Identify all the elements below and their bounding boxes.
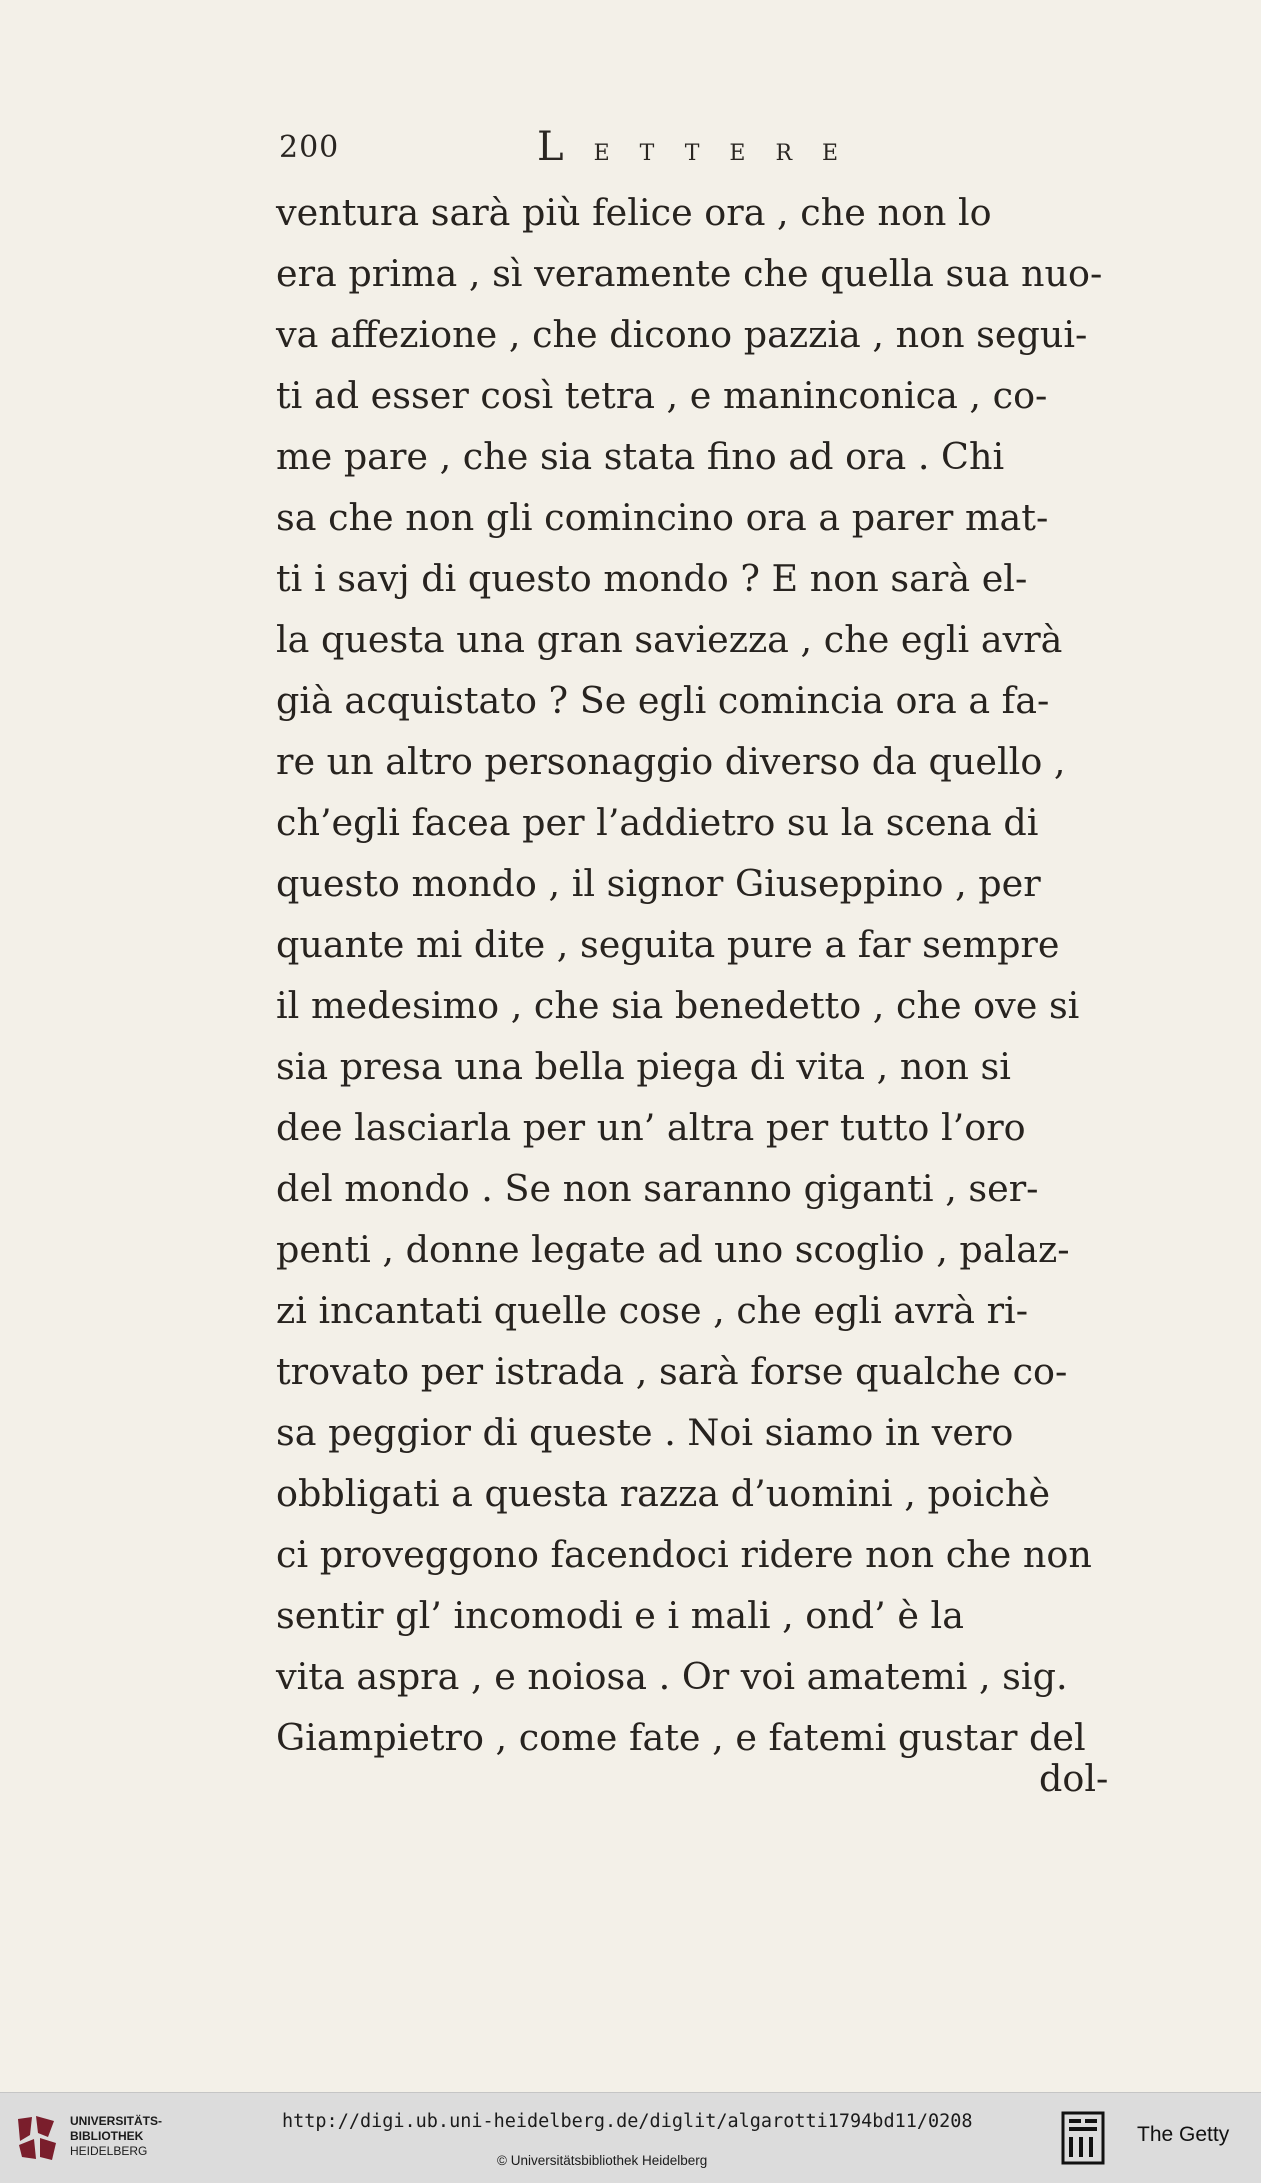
running-head-initial: L <box>537 124 594 170</box>
text-line: re un altro personaggio diverso da quello , <box>276 740 1066 783</box>
getty-name: The Getty <box>1137 2123 1230 2146</box>
catchword: dol- <box>1039 1757 1109 1800</box>
running-head-rest: ETTERE <box>593 141 869 166</box>
text-line: penti , donne legate ad uno scoglio , palaz- <box>276 1228 1070 1271</box>
text-line: era prima , sì veramente che quella sua nuo- <box>276 252 1103 295</box>
text-line: questo mondo , il signor Giuseppino , per <box>276 862 1041 905</box>
body-text <box>276 182 1176 1768</box>
page-header <box>279 124 939 174</box>
text-line: quante mi dite , seguita pure a far sempre <box>276 923 1060 966</box>
text-line: me pare , che sia stata fino ad ora . Chi <box>276 435 1005 478</box>
text-line: sa peggior di queste . Noi siamo in vero <box>276 1411 1014 1454</box>
text-line: il medesimo , che sia benedetto , che ove si <box>276 984 1080 1027</box>
text-line: del mondo . Se non saranno giganti , ser- <box>276 1167 1039 1210</box>
library-name <box>70 2114 162 2159</box>
text-line: ventura sarà più felice ora , che non lo <box>276 191 992 234</box>
permalink-url[interactable]: http://digi.ub.uni-heidelberg.de/diglit/algarotti1794bd11/0208 <box>282 2111 973 2132</box>
text-line: già acquistato ? Se egli comincia ora a fa- <box>276 679 1050 722</box>
text-line: trovato per istrada , sarà forse qualche co- <box>276 1350 1068 1393</box>
text-line: zi incantati quelle cose , che egli avrà ri- <box>276 1289 1029 1332</box>
text-line: va affezione , che dicono pazzia , non segui- <box>276 313 1088 356</box>
text-line: ci proveggono facendoci ridere non che non <box>276 1533 1092 1576</box>
copyright-notice: © Universitätsbibliothek Heidelberg <box>497 2153 708 2168</box>
text-line: sia presa una bella piega di vita , non si <box>276 1045 1011 1088</box>
text-line: vita aspra , e noiosa . Or voi amatemi , sig. <box>276 1655 1068 1698</box>
text-line: ch’egli facea per l’addietro su la scena di <box>276 801 1039 844</box>
library-name-line1: UNIVERSITÄTS- <box>70 2114 163 2128</box>
text-line: dee lasciarla per un’ altra per tutto l’oro <box>276 1106 1026 1149</box>
text-line: obbligati a questa razza d’uomini , poichè <box>276 1472 1051 1515</box>
running-head <box>537 124 868 170</box>
text-line: sentir gl’ incomodi e i mali , ond’ è la <box>276 1594 964 1637</box>
text-line: ti i savj di questo mondo ? E non sarà el- <box>276 557 1028 600</box>
library-name-line2: BIBLIOTHEK <box>70 2129 144 2143</box>
library-name-line3: HEIDELBERG <box>70 2144 148 2158</box>
getty-logo-icon <box>1061 2111 1105 2165</box>
viewer-footer <box>0 2092 1261 2183</box>
text-line: la questa una gran saviezza , che egli avrà <box>276 618 1063 661</box>
text-line: Giampietro , come fate , e fatemi gustar del <box>276 1716 1086 1759</box>
university-seal-icon <box>14 2113 59 2163</box>
text-line: ti ad esser così tetra , e maninconica , co- <box>276 374 1048 417</box>
text-line: sa che non gli comincino ora a parer mat- <box>276 496 1049 539</box>
page-number: 200 <box>279 130 340 165</box>
